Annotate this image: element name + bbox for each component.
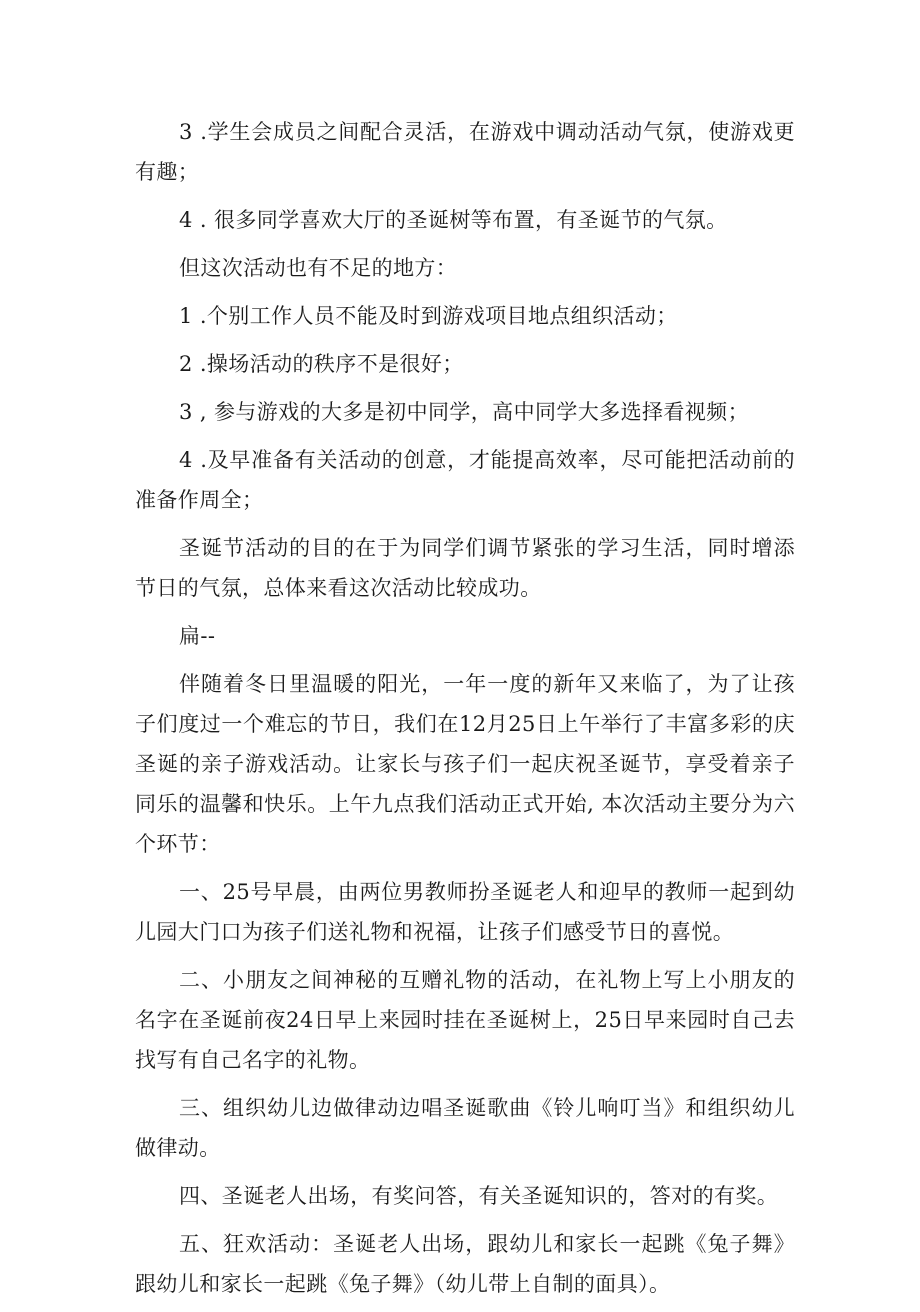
paragraph: 3 , 参与游戏的大多是初中同学，高中同学大多选择看视频； — [179, 400, 749, 424]
paragraph: 二、小朋友之间神秘的互赠礼物的活动，在礼物上写上小朋友的名字在圣诞前夜24日早上来园时挂在圣诞树上，25日早来园时自己去找写有自己名字的礼物。 — [135, 968, 795, 1072]
paragraph: 4 . 很多同学喜欢大厅的圣诞树等布置，有圣诞节的气氛。 — [179, 208, 728, 232]
paragraph: 2 .操场活动的秩序不是很好； — [179, 352, 464, 376]
document-body — [135, 112, 795, 1312]
paragraph: 4 .及早准备有关活动的创意，才能提高效率，尽可能把活动前的准备作周全； — [135, 448, 795, 512]
section-marker: 扁-- — [179, 624, 216, 648]
paragraph: 1 .个别工作人员不能及时到游戏项目地点组织活动； — [179, 304, 678, 328]
paragraph: 一、25号早晨，由两位男教师扮圣诞老人和迎早的教师一起到幼儿园大门口为孩子们送礼物和祝福，让孩子们感受节日的喜悦。 — [135, 880, 795, 944]
paragraph: 圣诞节活动的目的在于为同学们调节紧张的学习生活，同时增添节日的气氛，总体来看这次活动比较成功。 — [135, 536, 795, 600]
paragraph: 但这次活动也有不足的地方： — [179, 256, 458, 280]
paragraph: 伴随着冬日里温暖的阳光，一年一度的新年又来临了，为了让孩子们度过一个难忘的节日，我们在12月25日上午举行了丰富多彩的庆圣诞的亲子游戏活动。让家长与孩子们一起庆祝圣诞节，享受着亲子同乐的温馨和快乐。上午九点我们活动正式开始, 本次活动主要分为六个环节： — [135, 672, 795, 856]
paragraph: 五、狂欢活动：圣诞老人出场，跟幼儿和家长一起跳《兔子舞》跟幼儿和家长一起跳《兔子舞》（幼儿带上自制的面具）。 — [135, 1232, 795, 1296]
paragraph: 3 .学生会成员之间配合灵活，在游戏中调动活动气氛，使游戏更有趣； — [135, 120, 795, 184]
paragraph: 三、组织幼儿边做律动边唱圣诞歌曲《铃儿响叮当》和组织幼儿做律动。 — [135, 1096, 795, 1160]
paragraph: 四、圣诞老人出场，有奖问答，有关圣诞知识的，答对的有奖。 — [179, 1184, 779, 1208]
